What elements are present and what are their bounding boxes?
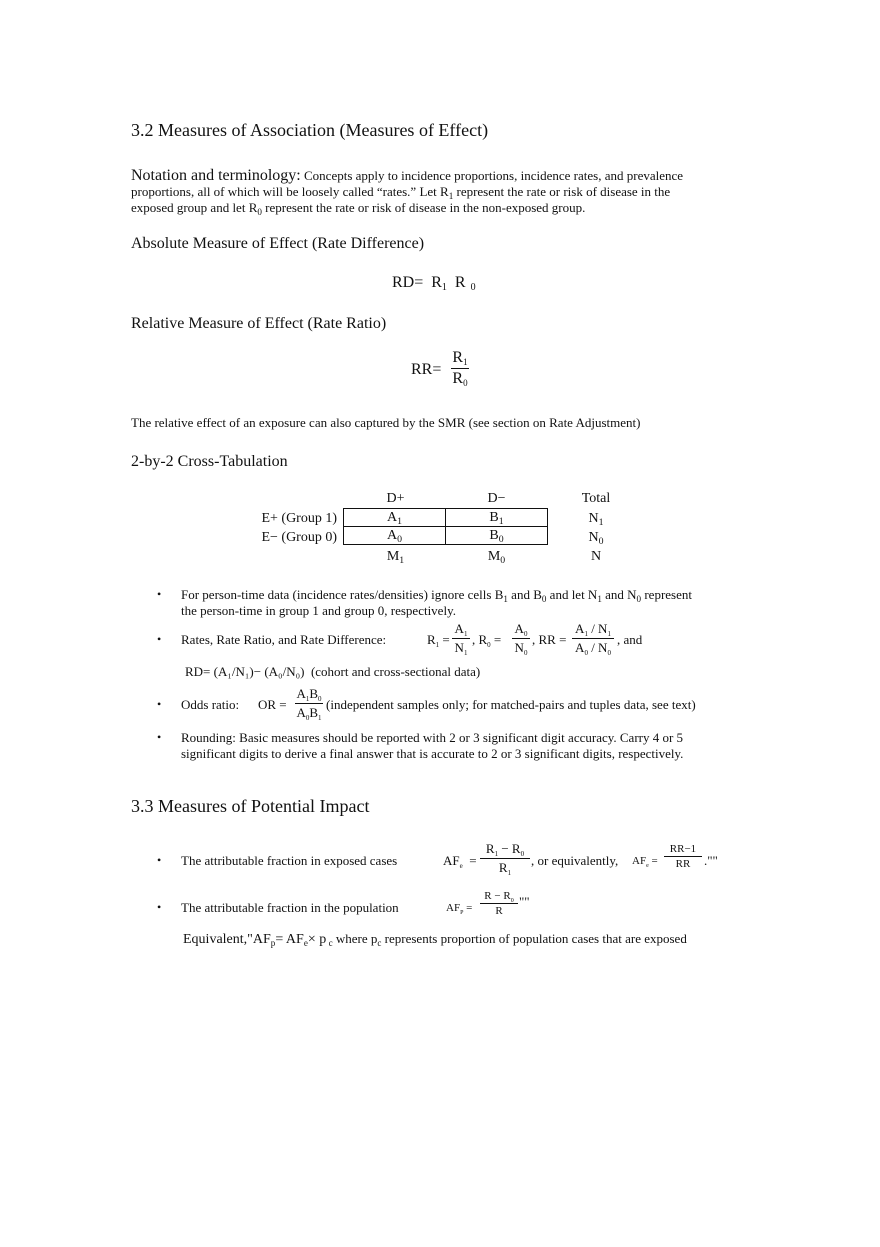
section-title-3-2: 3.2 Measures of Association (Measures of Effect)	[131, 120, 489, 140]
bullet-person-time: For person-time data (incidence rates/densities) ignore cells $B_1$ and $B_0$ and let $N_1$ and $N_0$ represent the person-time in group 1 and group 0, respectively.	[181, 587, 692, 618]
afe-lhs: $AF_e$ =	[443, 853, 477, 870]
smr-text: The relative effect of an exposure can also captured by the SMR (see section on Rate Adjustment)	[131, 415, 641, 430]
row-total-1: $N_1$	[588, 511, 604, 528]
col-total-m0: $M_0$	[487, 549, 506, 566]
table-cell: $A_1$	[344, 509, 446, 527]
row-total-0: $N_0$	[588, 530, 604, 547]
rr-fraction: $R_1$ $R_0$	[452, 349, 468, 388]
grand-total: N	[590, 549, 602, 564]
r0-fraction: $A_0$ $N_0$	[512, 621, 530, 656]
or-fraction: $A_1B_0$ $A_0B_1$	[296, 686, 322, 722]
bullet-dot: •	[157, 587, 162, 601]
bullet-dot: •	[157, 853, 162, 867]
cross-tab-heading: 2-by-2 Cross-Tabulation	[131, 453, 288, 470]
equivalent-line: $Equivalent,"AF_p= AF_e\times p$ $_c$ where $p_c$ represents proportion of population cases that are exposed	[183, 931, 687, 948]
afp-lhs: $AF_P$ =	[446, 902, 473, 916]
table-row	[344, 527, 548, 545]
bullet-dot: •	[157, 900, 162, 914]
rounding-bullet: Rounding: Basic measures should be reported with 2 or 3 significant digit accuracy. Carry 4 or 5 significant digits to derive a final answer that is accurate to 2 or 3 significant digits, respectively.	[181, 730, 684, 761]
col-header-d-minus: D−	[487, 491, 506, 506]
notation-line-2: proportions, all of which will be loosely called “rates.” Let R	[131, 184, 449, 199]
afe-rr-fraction: RR−1 RR	[664, 843, 702, 870]
afe-tail: .""	[704, 853, 718, 868]
table-cell: $B_1$	[446, 509, 548, 527]
and-text: , and	[617, 632, 643, 647]
rr-fraction-small: $A_1 / N_1$ $A_0 / N_0$	[572, 621, 614, 656]
section-title-3-3: 3.3 Measures of Potential Impact	[131, 796, 370, 816]
notation-line-2-end: represent the rate or risk of disease in the	[453, 184, 671, 199]
r0-lhs: , $R_0$ =	[472, 632, 502, 649]
notation-line-3: exposed group and let R	[131, 200, 258, 215]
afe-lhs-2: $AF_e$ =	[632, 855, 658, 869]
col-header-d-plus: D+	[386, 491, 405, 506]
notation-paragraph	[131, 168, 683, 216]
r1-lhs: $R_1$ =	[427, 632, 450, 649]
notation-sub: 1	[448, 191, 454, 201]
notation-heading: Notation and terminology:	[131, 167, 301, 184]
relative-measure-heading: Relative Measure of Effect (Rate Ratio)	[131, 315, 387, 332]
rates-label: Rates, Rate Ratio, and Rate Difference:	[181, 632, 387, 647]
afp-fraction: $R - R_0$ R	[480, 890, 518, 917]
table-row	[344, 509, 548, 527]
table-cell: $A_0$	[344, 527, 446, 545]
rd-formula: $RD= R_1$ R $_0$	[392, 274, 476, 293]
rd-cohort: RD= (A₁/N₁)− (A₀/N₀) (cohort and cross-sectional data)	[185, 664, 481, 679]
afe-fraction: $R_1 - R_0$ $R_1$	[480, 841, 530, 876]
r1-fraction: $A_1$ $N_1$	[452, 621, 470, 656]
absolute-measure-heading: Absolute Measure of Effect (Rate Difference)	[131, 235, 425, 252]
rr-lhs-small: , RR =	[532, 632, 567, 647]
odds-ratio-label: Odds ratio:	[181, 697, 240, 712]
or-equivalently: , or equivalently,	[531, 853, 619, 868]
afp-tail: ""	[519, 894, 530, 909]
bullet-dot: •	[157, 697, 162, 711]
notation-line-3-end: represent the rate or risk of disease in the non-exposed group.	[261, 200, 586, 215]
table-cell: $B_0$	[446, 527, 548, 545]
af-exposed-label: The attributable fraction in exposed cases	[181, 853, 398, 868]
col-total-m1: $M_1$	[386, 549, 405, 566]
or-note: (independent samples only; for matched-pairs and tuples data, see text)	[326, 697, 696, 712]
rr-lhs: RR=	[411, 361, 442, 378]
bullet-dot: •	[157, 632, 162, 646]
notation-line-1: Concepts apply to incidence proportions, incidence rates, and prevalence	[300, 168, 684, 183]
row-header-e-minus: E− (Group 0)	[261, 530, 337, 545]
or-lhs: OR =	[258, 697, 287, 712]
col-header-total: Total	[581, 491, 611, 506]
notation-sub: 0	[257, 207, 262, 217]
af-population-label: The attributable fraction in the population	[181, 900, 399, 915]
row-header-e-plus: E+ (Group 1)	[261, 511, 337, 526]
cross-tab-table	[343, 508, 548, 545]
bullet-dot: •	[157, 730, 162, 744]
